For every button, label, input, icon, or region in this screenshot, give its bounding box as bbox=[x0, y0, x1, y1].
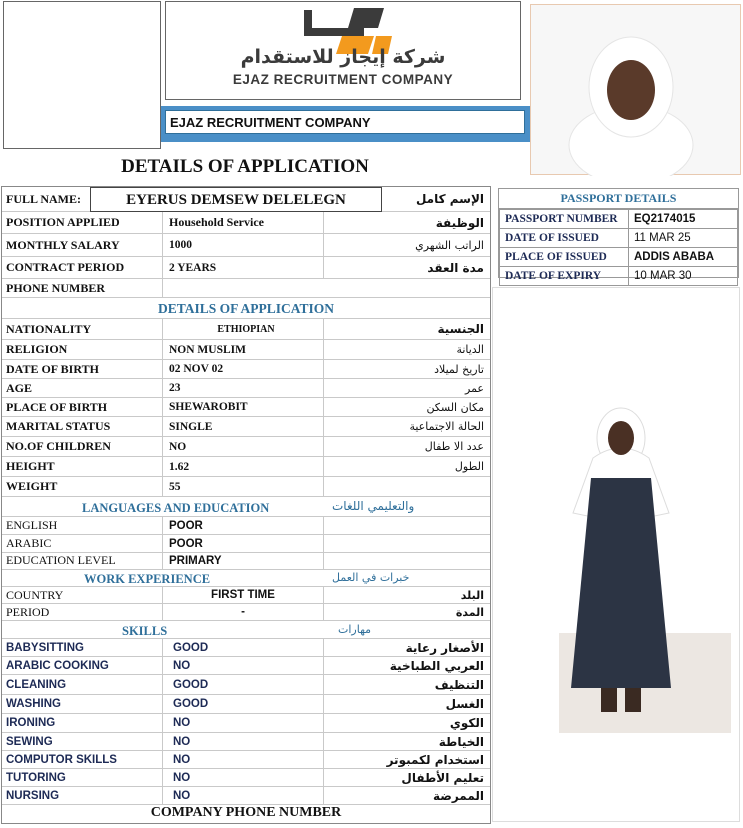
place-of-issued-value: ADDIS ABABA bbox=[629, 248, 738, 267]
nationality-value: ETHIOPIAN bbox=[162, 319, 324, 339]
religion-value: NON MUSLIM bbox=[162, 340, 324, 359]
age-label: AGE bbox=[6, 380, 33, 395]
age-arabic: عمر bbox=[465, 381, 484, 395]
tutoring-label: TUTORING bbox=[6, 771, 66, 784]
company-name-box: EJAZ RECRUITMENT COMPANY bbox=[165, 110, 525, 134]
washing-value: GOOD bbox=[162, 695, 324, 713]
english-label: ENGLISH bbox=[6, 518, 58, 532]
place-of-birth-value: SHEWAROBIT bbox=[162, 398, 324, 416]
photo-placeholder bbox=[3, 1, 161, 149]
arabic-label: ARABIC bbox=[6, 536, 52, 550]
row-full-name bbox=[2, 187, 490, 212]
contract-arabic: مدة العقد bbox=[427, 260, 484, 275]
row-age bbox=[2, 379, 490, 398]
languages-heading-row bbox=[2, 497, 490, 517]
sewing-value: NO bbox=[162, 733, 324, 750]
row-contract bbox=[2, 257, 490, 279]
company-box-frame bbox=[161, 106, 531, 142]
babysitting-value: GOOD bbox=[162, 639, 324, 656]
date-of-expiry-value: 10 MAR 30 bbox=[629, 267, 738, 286]
nursing-arabic: الممرضة bbox=[432, 788, 484, 803]
row-skill-babysitting bbox=[2, 639, 490, 657]
full-body-photo bbox=[492, 287, 740, 822]
marital-status-label: MARITAL STATUS bbox=[6, 419, 111, 433]
passport-row-date-of-expiry bbox=[500, 267, 738, 286]
passport-row-passport-number bbox=[500, 210, 738, 229]
arabic-cooking-arabic: العربي الطباخية bbox=[389, 658, 484, 673]
row-lang-arabic bbox=[2, 535, 490, 553]
skills-heading: SKILLS bbox=[122, 624, 168, 638]
marital-status-value: SINGLE bbox=[162, 417, 324, 436]
languages-heading: LANGUAGES AND EDUCATION bbox=[82, 501, 270, 515]
row-salary bbox=[2, 234, 490, 257]
period-label: PERIOD bbox=[6, 604, 50, 619]
passport-number-value: EQ2174015 bbox=[629, 210, 738, 229]
place-of-birth-arabic: مكان السكن bbox=[426, 400, 484, 414]
row-weight bbox=[2, 477, 490, 497]
washing-arabic: الغسل bbox=[445, 697, 484, 711]
passport-number-label: PASSPORT NUMBER bbox=[500, 210, 629, 229]
date-of-birth-arabic: تاريخ لميلاد bbox=[434, 362, 484, 376]
height-arabic: الطول bbox=[454, 460, 484, 473]
phone-label: PHONE NUMBER bbox=[6, 280, 105, 295]
cleaning-value: GOOD bbox=[162, 675, 324, 694]
row-skill-tutoring bbox=[2, 769, 490, 787]
row-skill-sewing bbox=[2, 733, 490, 751]
languages-heading-arabic: والتعليمي اللغات bbox=[332, 499, 415, 513]
place-of-birth-label: PLACE OF BIRTH bbox=[6, 399, 108, 414]
ironing-value: NO bbox=[162, 714, 324, 732]
passport-heading: PASSPORT DETAILS bbox=[499, 189, 738, 209]
date-of-issued-label: DATE OF ISSUED bbox=[500, 229, 629, 248]
passport-row-date-of-issued bbox=[500, 229, 738, 248]
place-of-issued-label: PLACE OF ISSUED bbox=[500, 248, 629, 267]
salary-arabic: الراتب الشهري bbox=[415, 238, 484, 252]
salary-value: 1000 bbox=[162, 234, 324, 256]
ironing-label: IRONING bbox=[6, 717, 56, 729]
work-heading-row bbox=[2, 570, 490, 587]
full-name-arabic: الإسم كامل bbox=[415, 192, 484, 206]
full-body-image bbox=[493, 288, 741, 823]
row-place-of-birth bbox=[2, 398, 490, 417]
passport-row-place-of-issued bbox=[500, 248, 738, 267]
company-phone-footer: COMPANY PHONE NUMBER bbox=[150, 805, 342, 820]
work-heading: WORK EXPERIENCE bbox=[84, 572, 211, 586]
arabic-value: POOR bbox=[162, 535, 324, 552]
row-marital-status bbox=[2, 417, 490, 437]
tutoring-arabic: تعليم الأطفال bbox=[401, 770, 484, 785]
salary-label: MONTHLY SALARY bbox=[6, 237, 120, 252]
religion-label: RELIGION bbox=[6, 342, 68, 356]
logo-arabic-text: شركة إيجاز للاستقدام bbox=[240, 46, 446, 68]
period-arabic: المدة bbox=[455, 605, 484, 619]
details-heading: DETAILS OF APPLICATION bbox=[157, 301, 335, 316]
babysitting-arabic: الأصغار رعاية bbox=[405, 640, 484, 655]
phone-value bbox=[162, 279, 490, 297]
tutoring-value: NO bbox=[162, 769, 324, 786]
row-skill-cleaning bbox=[2, 675, 490, 695]
row-work-period bbox=[2, 604, 490, 621]
weight-value: 55 bbox=[162, 477, 324, 496]
period-value: - bbox=[162, 604, 324, 620]
no-of-children-arabic: عدد الا طفال bbox=[424, 440, 484, 453]
nursing-label: NURSING bbox=[6, 789, 60, 802]
washing-label: WASHING bbox=[6, 698, 61, 710]
headshot-photo bbox=[530, 4, 741, 175]
country-value: FIRST TIME bbox=[162, 587, 324, 603]
row-skill-computor-skills bbox=[2, 751, 490, 769]
row-work-country bbox=[2, 587, 490, 604]
babysitting-label: BABYSITTING bbox=[6, 641, 84, 654]
nursing-value: NO bbox=[162, 787, 324, 804]
headshot-image bbox=[531, 5, 742, 176]
computor-skills-arabic: استخدام لكمبوتر bbox=[386, 752, 484, 767]
weight-label: WEIGHT bbox=[6, 479, 58, 493]
english-value: POOR bbox=[162, 517, 324, 534]
row-nationality bbox=[2, 319, 490, 340]
computor-skills-label: COMPUTOR SKILLS bbox=[6, 753, 117, 766]
cleaning-arabic: التنظيف bbox=[434, 677, 484, 692]
country-label: COUNTRY bbox=[6, 587, 64, 602]
date-of-expiry-label: DATE OF EXPIRY bbox=[500, 267, 629, 286]
row-position bbox=[2, 212, 490, 234]
education-level-label: EDUCATION LEVEL bbox=[6, 553, 116, 567]
arabic-cooking-label: ARABIC COOKING bbox=[6, 659, 109, 672]
age-value: 23 bbox=[162, 379, 324, 397]
row-height bbox=[2, 457, 490, 477]
nationality-label: NATIONALITY bbox=[6, 321, 92, 336]
row-skill-washing bbox=[2, 695, 490, 714]
logo-english-text: EJAZ RECRUITMENT COMPANY bbox=[232, 72, 454, 87]
row-lang-english bbox=[2, 517, 490, 535]
position-value: Household Service bbox=[162, 212, 324, 233]
contract-label: CONTRACT PERIOD bbox=[6, 260, 125, 274]
height-label: HEIGHT bbox=[6, 459, 55, 473]
height-value: 1.62 bbox=[162, 457, 324, 476]
row-skill-ironing bbox=[2, 714, 490, 733]
arabic-cooking-value: NO bbox=[162, 657, 324, 674]
passport-details bbox=[498, 188, 739, 282]
no-of-children-value: NO bbox=[162, 437, 324, 456]
sewing-label: SEWING bbox=[6, 735, 53, 748]
page-title: DETAILS OF APPLICATION bbox=[121, 156, 369, 177]
row-date-of-birth bbox=[2, 360, 490, 379]
sewing-arabic: الخياطة bbox=[438, 734, 484, 749]
skills-heading-row bbox=[2, 622, 490, 639]
skills-heading-arabic: مهارات bbox=[338, 623, 372, 636]
work-heading-arabic: خبرات في العمل bbox=[332, 571, 410, 584]
row-no-of-children bbox=[2, 437, 490, 457]
ironing-arabic: الكوي bbox=[449, 716, 484, 730]
row-lang-education-level bbox=[2, 552, 490, 570]
date-of-birth-label: DATE OF BIRTH bbox=[6, 361, 99, 376]
contract-value: 2 YEARS bbox=[162, 257, 324, 278]
row-phone bbox=[2, 279, 490, 298]
details-heading-row bbox=[2, 298, 490, 319]
full-name-label: FULL NAME: bbox=[6, 191, 81, 206]
nationality-arabic: الجنسية bbox=[437, 322, 484, 336]
row-skill-arabic-cooking bbox=[2, 657, 490, 675]
row-religion bbox=[2, 340, 490, 360]
religion-arabic: الديانة bbox=[456, 343, 484, 356]
country-arabic: البلد bbox=[460, 588, 484, 602]
no-of-children-label: NO.OF CHILDREN bbox=[6, 439, 111, 453]
passport-table bbox=[499, 209, 738, 286]
date-of-issued-value: 11 MAR 25 bbox=[629, 229, 738, 248]
marital-status-arabic: الحالة الاجتماعية bbox=[409, 420, 484, 433]
date-of-birth-value: 02 NOV 02 bbox=[162, 360, 324, 378]
position-arabic: الوظيفة bbox=[435, 215, 484, 230]
education-level-value: PRIMARY bbox=[162, 552, 324, 569]
full-name-value: EYERUS DEMSEW DELELEGN bbox=[90, 187, 382, 212]
position-label: POSITION APPLIED bbox=[6, 215, 120, 229]
computor-skills-value: NO bbox=[162, 751, 324, 768]
cleaning-label: CLEANING bbox=[6, 678, 67, 691]
row-skill-nursing bbox=[2, 787, 490, 805]
logo-box bbox=[165, 1, 521, 100]
